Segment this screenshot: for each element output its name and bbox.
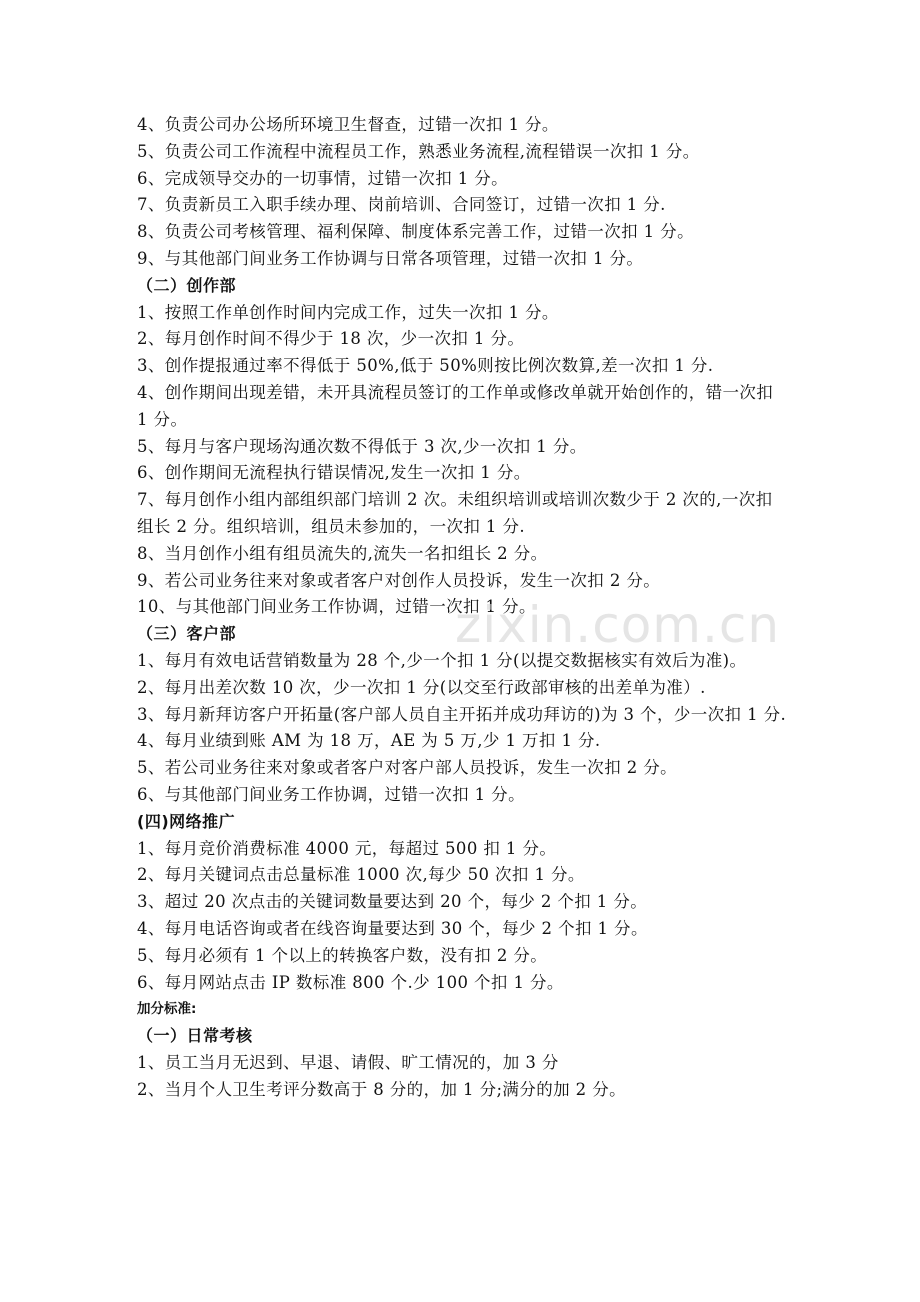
list-item: 4、每月电话咨询或者在线咨询量要达到 30 个，每少 2 个扣 1 分。 — [137, 918, 648, 938]
list-item: 4、每月业绩到账 AM 为 18 万，AE 为 5 万,少 1 万扣 1 分. — [137, 731, 601, 751]
list-item: 3、超过 20 次点击的关键词数量要达到 20 个，每少 2 个扣 1 分。 — [137, 892, 648, 912]
list-item: 5、负责公司工作流程中流程员工作，熟悉业务流程,流程错误一次扣 1 分。 — [137, 141, 700, 161]
list-item: 1、按照工作单创作时间内完成工作，过失一次扣 1 分。 — [137, 302, 559, 322]
list-item: 6、每月网站点击 IP 数标准 800 个.少 100 个扣 1 分。 — [137, 972, 564, 992]
list-item: 1、每月有效电话营销数量为 28 个,少一个扣 1 分(以提交数据核实有效后为准)。 — [137, 650, 747, 670]
list-item: 7、负责新员工入职手续办理、岗前培训、合同签订，过错一次扣 1 分. — [137, 195, 666, 215]
list-item: 2、每月创作时间不得少于 18 次，少一次扣 1 分。 — [137, 329, 525, 349]
list-item: 4、创作期间出现差错，未开具流程员签订的工作单或修改单就开始创作的，错一次扣 1 分。 — [137, 382, 774, 429]
list-item: 6、创作期间无流程执行错误情况,发生一次扣 1 分。 — [137, 463, 531, 483]
list-item: 2、当月个人卫生考评分数高于 8 分的，加 1 分;满分的加 2 分。 — [137, 1079, 627, 1099]
document-body — [137, 112, 787, 1103]
list-item: 3、创作提报通过率不得低于 50%,低于 50%则按比例次数算,差一次扣 1 分. — [137, 356, 714, 376]
list-item: 2、每月关键词点击总量标准 1000 次,每少 50 次扣 1 分。 — [137, 865, 585, 885]
list-item: 6、完成领导交办的一切事情，过错一次扣 1 分。 — [137, 168, 509, 188]
list-item: 6、与其他部门间业务工作协调，过错一次扣 1 分。 — [137, 784, 525, 804]
list-item: 3、每月新拜访客户开拓量(客户部人员自主开拓并成功拜访的)为 3 个，少一次扣 1 分. — [137, 704, 787, 724]
list-item: 8、负责公司考核管理、福利保障、制度体系完善工作，过错一次扣 1 分。 — [137, 222, 694, 242]
list-item: 10、与其他部门间业务工作协调，过错一次扣 1 分。 — [137, 597, 536, 617]
section-heading-daily-assessment: （一）日常考核 — [137, 1026, 253, 1046]
section-heading-client: （三）客户部 — [137, 624, 237, 644]
list-item: 2、每月出差次数 10 次，少一次扣 1 分(以交至行政部审核的出差单为准）. — [137, 677, 706, 697]
list-item: 7、每月创作小组内部组织部门培训 2 次。未组织培训或培训次数少于 2 次的,一次扣组长 2 分。组织培训，组员未参加的，一次扣 1 分. — [137, 490, 773, 536]
list-item: 5、每月与客户现场沟通次数不得低于 3 次,少一次扣 1 分。 — [137, 436, 587, 456]
list-item: 1、每月竞价消费标准 4000 元，每超过 500 扣 1 分。 — [137, 838, 557, 858]
list-item: 5、若公司业务往来对象或者客户对客户部人员投诉，发生一次扣 2 分。 — [137, 758, 678, 778]
list-item: 9、与其他部门间业务工作协调与日常各项管理，过错一次扣 1 分。 — [137, 248, 644, 268]
bonus-title: 加分标准: — [137, 1001, 197, 1018]
section-heading-creative: （二）创作部 — [137, 275, 237, 295]
list-item: 1、员工当月无迟到、早退、请假、旷工情况的，加 3 分 — [137, 1052, 559, 1072]
list-item: 5、每月必须有 1 个以上的转换客户数，没有扣 2 分。 — [137, 945, 548, 965]
list-item: 8、当月创作小组有组员流失的,流失一名扣组长 2 分。 — [137, 543, 548, 563]
list-item: 4、负责公司办公场所环境卫生督查，过错一次扣 1 分。 — [137, 115, 559, 134]
section-heading-online-promotion: (四)网络推广 — [137, 811, 236, 831]
list-item: 9、若公司业务往来对象或者客户对创作人员投诉，发生一次扣 2 分。 — [137, 570, 661, 590]
watermark: zixin.com.cn — [455, 596, 781, 654]
